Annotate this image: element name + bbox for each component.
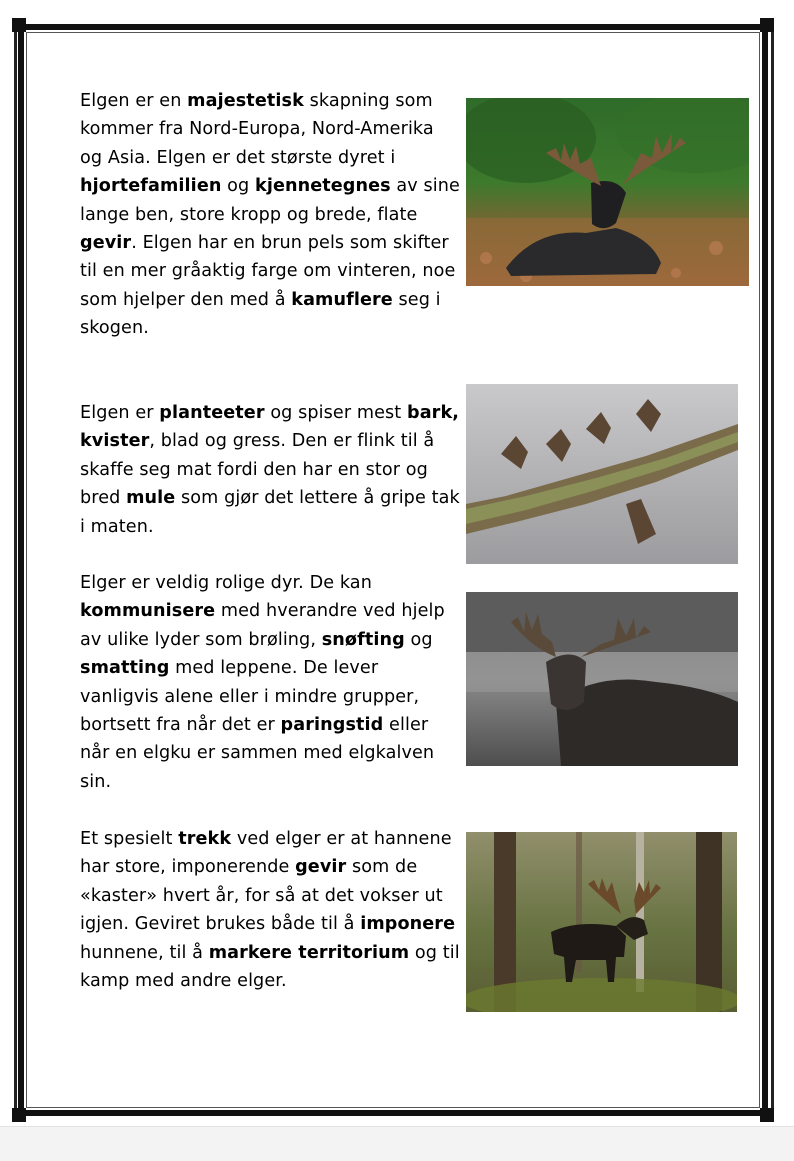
text-run: skapning som kommer fra Nord-Europa, Nord-Amerika og Asia. Elgen er det største dyret i (80, 91, 434, 168)
bold-term: trekk (178, 829, 232, 849)
text-run: Et spesielt (80, 829, 179, 849)
bold-term: hjortefamilien (80, 176, 222, 197)
bold-term: markere territorium (208, 942, 410, 963)
frame-corner (12, 18, 26, 32)
text-run: Elger er veldig rolige dyr. De kan (80, 573, 372, 593)
text-run: Elgen er en (80, 91, 188, 111)
text-run: og (221, 176, 256, 197)
bold-term: gevir (295, 857, 347, 878)
text-run: og til kamp med andre elger. (80, 942, 460, 992)
bark-branch-photo (466, 384, 738, 564)
text-run: av sine lange ben, store kropp og brede, flate (80, 176, 460, 225)
bold-term: kamuflere (291, 289, 393, 310)
text-run: med leppene. De lever vanligvis alene eller i mindre grupper, bortsett fra når det er (80, 658, 420, 736)
bold-term: paringstid (280, 715, 384, 736)
paragraph-antlers (80, 825, 460, 995)
text-run: og spiser mest (264, 403, 408, 423)
text-run: eller når en elgku er sammen med elgkalven sin. (80, 715, 435, 792)
bold-term: imponere (360, 914, 456, 935)
frame-right-edge (771, 30, 774, 1110)
text-run: ved elger er at hannene har store, imponerende (80, 829, 452, 878)
text-run: og (404, 629, 433, 650)
frame-left-edge (14, 30, 17, 1110)
moose-forest-photo (466, 832, 737, 1012)
text-run: , blad og gress. Den er flink til å skaffe seg mat fordi den har en stor og bred (80, 431, 435, 509)
text-run: som de «kaster» hvert år, for så at det vokser ut igjen. Geviret brukes både til å (80, 857, 443, 935)
bold-term: bark, kvister (80, 403, 460, 452)
bold-term: majestetisk (187, 91, 304, 111)
frame-corner (12, 1108, 26, 1122)
bold-term: kommunisere (80, 601, 216, 622)
paragraph-diet (80, 399, 460, 541)
text-run: hunnene, til å (80, 942, 209, 963)
moose-bellowing-photo (466, 592, 738, 766)
text-run: Elgen er (80, 403, 160, 423)
bold-term: planteeter (159, 403, 265, 423)
bold-term: snøfting (321, 629, 405, 650)
bold-term: kjennetegnes (255, 176, 391, 197)
viewer-bottom-strip (0, 1126, 794, 1161)
bold-term: mule (126, 488, 176, 509)
text-run: med hverandre ved hjelp av ulike lyder som brøling, (80, 601, 445, 650)
moose-lying-photo (466, 98, 749, 286)
text-run: . Elgen har en brun pels som skifter til en mer gråaktig farge om vinteren, noe som hjelper den med å (80, 233, 456, 310)
bold-term: smatting (80, 658, 170, 679)
frame-corner (760, 1108, 774, 1122)
bold-term: gevir (80, 233, 132, 254)
paragraph-behaviour (80, 569, 460, 796)
paragraph-appearance (80, 87, 460, 343)
frame-corner (760, 18, 774, 32)
text-run: som gjør det lettere å gripe tak i maten. (80, 488, 460, 537)
text-run: seg i skogen. (80, 289, 441, 339)
